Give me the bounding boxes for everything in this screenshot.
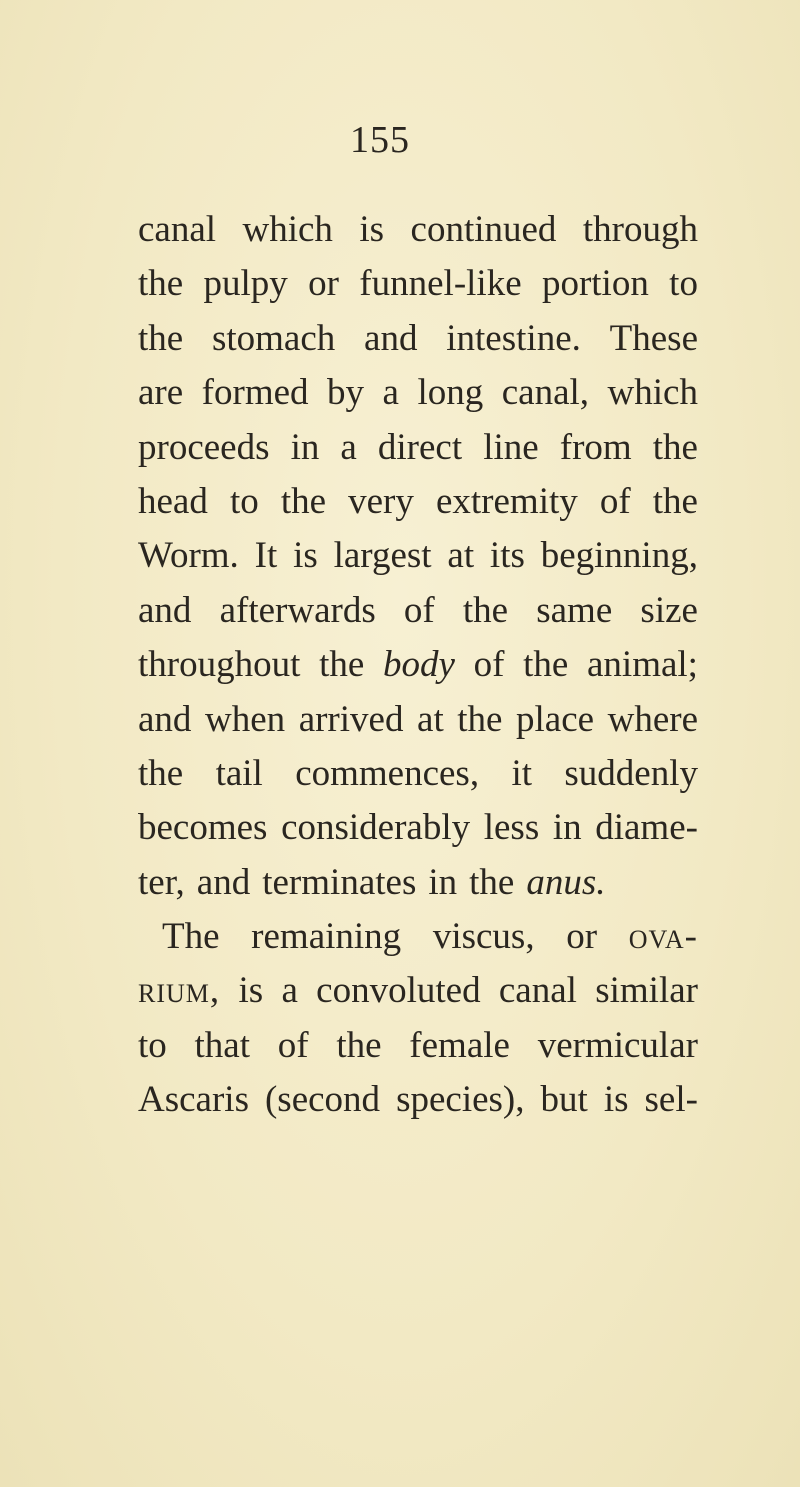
word: proceeds: [138, 426, 270, 468]
small-caps-word: rium,: [138, 970, 221, 1012]
word: The: [162, 916, 220, 958]
word: same: [536, 589, 613, 631]
word: long: [417, 372, 484, 414]
word: arrived: [298, 698, 404, 740]
word: largest: [333, 535, 432, 577]
word: it: [511, 752, 533, 794]
word: the: [319, 644, 365, 686]
word: canal,: [501, 372, 590, 414]
text-line: [138, 317, 698, 371]
word: less: [483, 807, 540, 849]
word: the: [462, 589, 509, 631]
word: Worm.: [138, 535, 239, 577]
word: continued: [410, 209, 557, 250]
word: of: [403, 589, 435, 631]
word: extremity: [435, 480, 578, 522]
word: size: [640, 589, 698, 631]
text-line: [138, 752, 698, 806]
word: species),: [396, 1079, 525, 1121]
word: from: [559, 426, 632, 468]
word: becomes: [138, 807, 268, 849]
word: afterwards: [219, 589, 376, 631]
word: which: [607, 372, 698, 414]
word: is: [603, 1079, 629, 1121]
word: sel-: [644, 1079, 698, 1121]
word: suddenly: [564, 752, 698, 794]
word: to: [138, 1024, 167, 1066]
word: to: [229, 480, 259, 522]
text-line: [138, 589, 698, 643]
word: throughout: [138, 644, 301, 686]
word: funnel-like: [359, 263, 522, 305]
word: pulpy: [203, 263, 288, 305]
text-line: [138, 861, 698, 915]
word: very: [348, 480, 414, 522]
word: a: [340, 426, 357, 468]
text-line: [138, 262, 698, 316]
word: ter,: [138, 861, 185, 903]
text-line: [138, 208, 698, 262]
word: in: [290, 426, 320, 468]
text-line: [138, 643, 698, 697]
word: portion: [541, 263, 649, 305]
word: which: [242, 209, 333, 250]
word: of: [277, 1024, 309, 1066]
word: or: [308, 263, 339, 305]
text-line: [138, 1078, 698, 1132]
word: of: [473, 644, 505, 686]
text-line: [138, 806, 698, 860]
word: similar: [595, 970, 698, 1012]
word: a: [281, 970, 298, 1012]
word: (second: [264, 1079, 381, 1121]
word: direct: [377, 426, 463, 468]
word: formed: [201, 372, 309, 414]
word: viscus,: [432, 916, 535, 958]
text-line: [138, 534, 698, 588]
word: and: [196, 861, 251, 903]
word: in: [428, 861, 458, 903]
word: These: [609, 317, 698, 359]
word: are: [138, 372, 184, 414]
word: that: [194, 1024, 251, 1066]
italic-word: anus.: [526, 861, 606, 903]
text-line: [138, 915, 698, 969]
text-line: [138, 698, 698, 752]
word: at: [447, 535, 475, 577]
word: remaining: [251, 916, 402, 958]
word: commences,: [295, 752, 480, 794]
word: its: [489, 535, 525, 577]
word: beginning,: [540, 535, 698, 577]
word: stomach: [211, 317, 336, 359]
word: in: [552, 807, 582, 849]
word: canal: [498, 970, 577, 1012]
italic-word: body: [382, 644, 455, 686]
word: female: [409, 1024, 510, 1066]
body-text: [138, 208, 698, 1133]
word: and: [138, 698, 192, 740]
page-number: 155: [350, 119, 410, 161]
word: the: [523, 644, 569, 686]
word: canal: [138, 209, 217, 250]
word: and: [364, 317, 418, 359]
word: is: [293, 535, 318, 577]
text-line: [138, 480, 698, 534]
text-line: [138, 426, 698, 480]
word: the: [652, 480, 698, 522]
word: the: [336, 1024, 382, 1066]
word: is: [238, 970, 264, 1012]
word: convoluted: [316, 970, 481, 1012]
word: at: [417, 698, 444, 740]
small-caps-word: ova-: [628, 916, 698, 958]
word: terminates: [262, 861, 417, 903]
word: line: [483, 426, 539, 468]
text-line: [138, 1024, 698, 1078]
word: the: [138, 317, 184, 359]
word: is: [359, 209, 385, 250]
word: where: [607, 698, 698, 740]
word: diame-: [595, 807, 698, 849]
word: the: [280, 480, 327, 522]
word: and: [138, 589, 192, 631]
word: to: [669, 263, 698, 305]
word: animal;: [587, 644, 698, 686]
word: intestine.: [446, 317, 581, 359]
word: by: [327, 372, 365, 414]
word: when: [204, 698, 286, 740]
word: of: [599, 480, 631, 522]
text-line: [138, 969, 698, 1023]
word: but: [540, 1079, 588, 1121]
word: the: [138, 752, 184, 794]
word: vermicular: [537, 1024, 698, 1066]
word: tail: [215, 752, 263, 794]
word: the: [138, 263, 184, 305]
word: the: [457, 698, 503, 740]
word: through: [582, 209, 698, 250]
word: the: [469, 861, 515, 903]
word: the: [652, 426, 698, 468]
word: It: [254, 535, 278, 577]
word: or: [566, 916, 598, 958]
word: considerably: [281, 807, 471, 849]
word: Ascaris: [138, 1079, 249, 1121]
word: place: [516, 698, 595, 740]
text-line: [138, 371, 698, 425]
word: a: [382, 372, 399, 414]
word: head: [138, 480, 208, 522]
